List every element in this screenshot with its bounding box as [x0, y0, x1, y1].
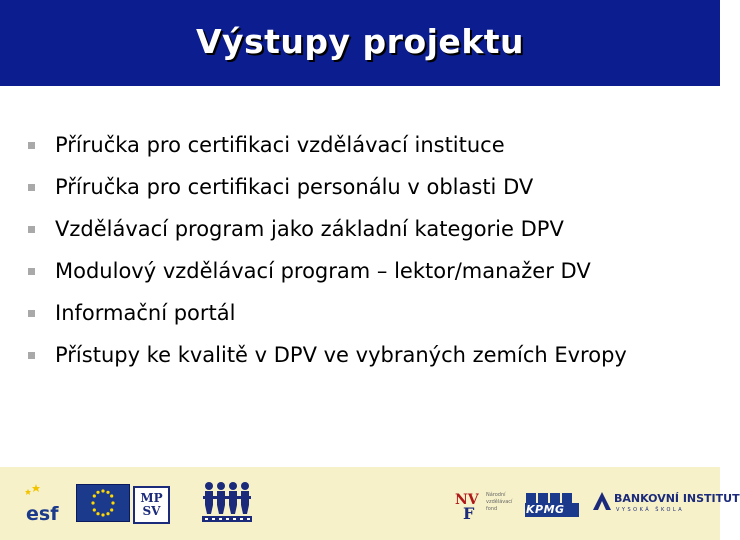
bullet-list	[28, 124, 627, 376]
esf-logo-icon	[24, 484, 68, 525]
bullet-marker-icon	[28, 268, 35, 275]
mpsv-bottom-text: SV	[142, 504, 161, 518]
bullet-text: Informační portál	[55, 301, 236, 325]
nvf-logo-icon	[455, 490, 485, 523]
bullet-marker-icon	[28, 184, 35, 191]
bullet-text: Příručka pro certifikaci vzdělávací instituce	[55, 133, 505, 157]
svg-text:NV: NV	[455, 492, 479, 508]
people-logo-icon	[200, 480, 254, 524]
eu-flag-icon	[76, 484, 130, 522]
bullet-text: Přístupy ke kvalitě v DPV ve vybraných zemích Evropy	[55, 343, 627, 367]
kpmg-logo-text: KPMG	[526, 503, 565, 516]
bullet-marker-icon	[28, 310, 35, 317]
bullet-marker-icon	[28, 352, 35, 359]
bullet-text: Vzdělávací program jako základní kategorie DPV	[55, 217, 564, 241]
bullet-text: Příručka pro certifikaci personálu v oblasti DV	[55, 175, 534, 199]
bullet-item	[28, 124, 627, 166]
bullet-item	[28, 334, 627, 376]
mpsv-logo-icon	[133, 486, 170, 524]
bullet-marker-icon	[28, 142, 35, 149]
bullet-marker-icon	[28, 226, 35, 233]
bullet-item	[28, 208, 627, 250]
bullet-item	[28, 292, 627, 334]
bullet-item	[28, 250, 627, 292]
bullet-text: Modulový vzdělávací program – lektor/manažer DV	[55, 259, 591, 283]
svg-text:esf: esf	[26, 503, 59, 525]
mpsv-top-text: MP	[140, 491, 163, 505]
svg-text:F: F	[463, 504, 475, 523]
nvf-logo-text: Národní vzdělávací fond	[486, 492, 513, 512]
bankovni-institut-name: BANKOVNÍ INSTITUT	[614, 492, 740, 505]
bankovni-institut-logo-icon	[591, 490, 613, 512]
bankovni-institut-subtitle: VYSOKÁ ŠKOLA	[616, 507, 685, 513]
bullet-item	[28, 166, 627, 208]
slide-title: Výstupy projektu	[195, 21, 525, 61]
title-bar	[0, 0, 720, 86]
